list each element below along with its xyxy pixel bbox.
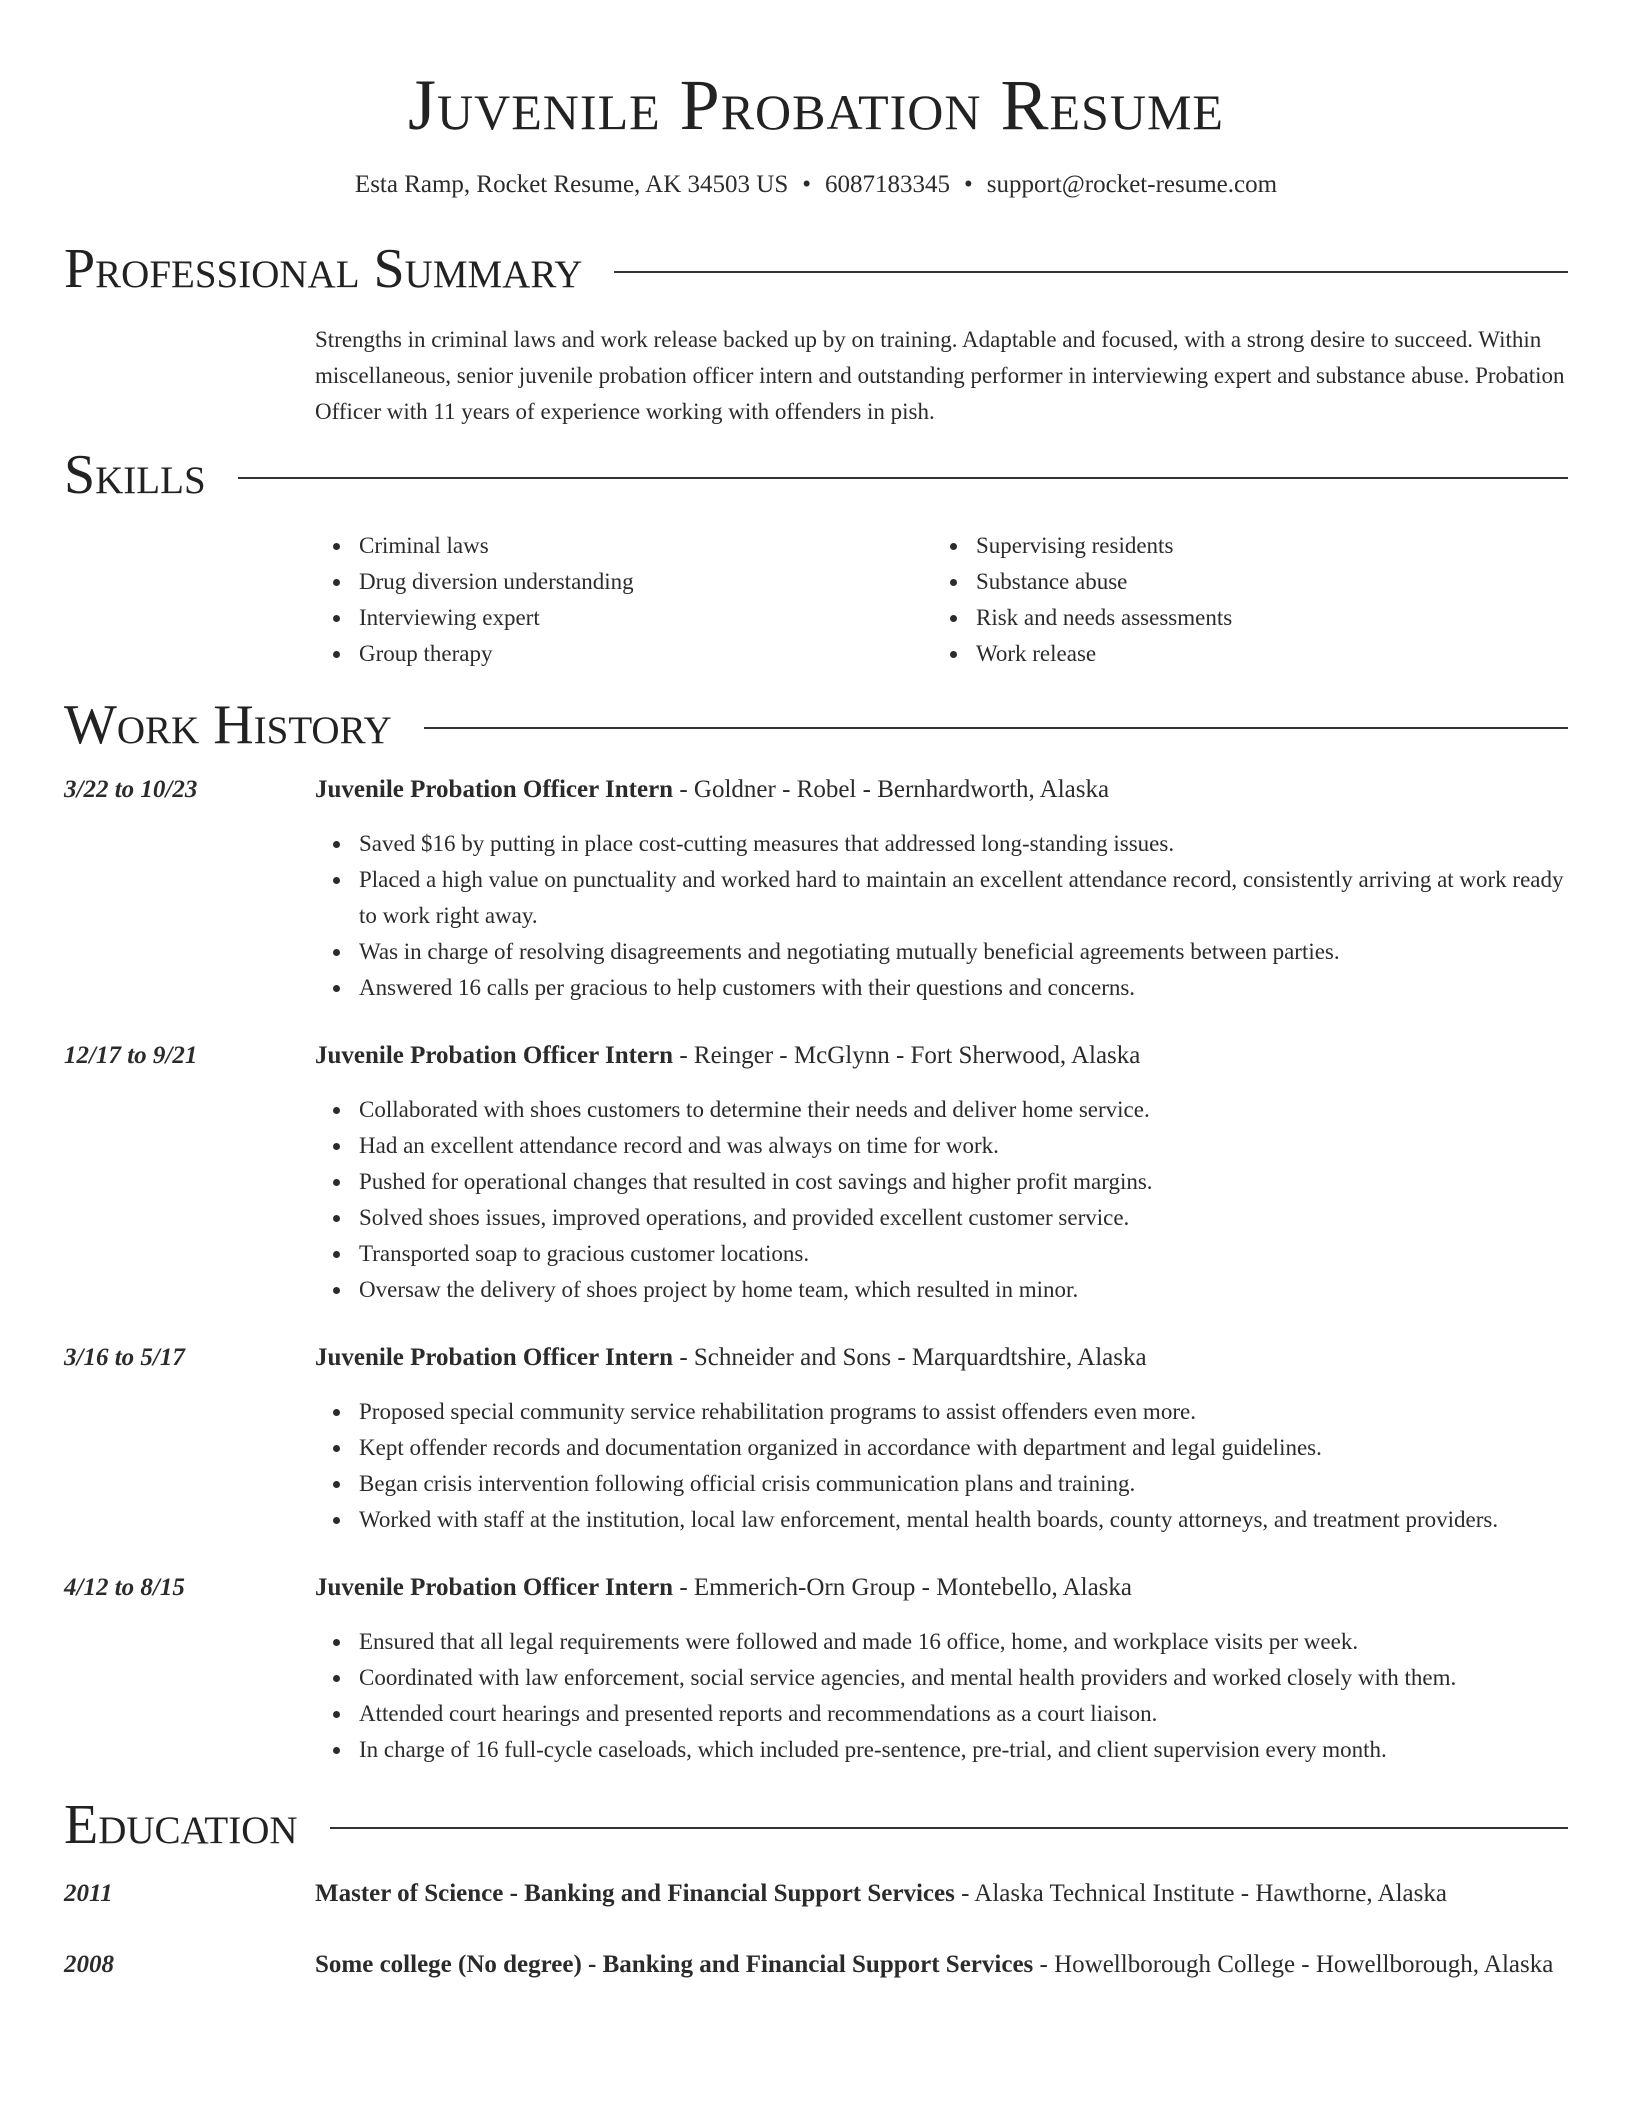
education-school: - Howellborough College - Howellborough, Alaska xyxy=(1033,1951,1554,1978)
job-dates: 4/12 to 8/15 xyxy=(64,1574,185,1601)
skill-item: Criminal laws xyxy=(315,528,932,564)
resume-page xyxy=(64,0,1568,1983)
skills-list xyxy=(315,528,1568,672)
job-bullet: Oversaw the delivery of shoes project by home team, which resulted in minor. xyxy=(315,1272,1568,1308)
job-bullet: Answered 16 calls per gracious to help customers with their questions and concerns. xyxy=(315,970,1568,1006)
job-heading xyxy=(315,1570,1568,1606)
section-heading: Work History xyxy=(64,694,392,756)
job-heading xyxy=(315,772,1568,808)
job-bullet: Saved $16 by putting in place cost-cutting measures that addressed long-standing issues. xyxy=(315,826,1568,862)
section-work-header xyxy=(64,694,1568,756)
job-title: Juvenile Probation Officer Intern xyxy=(315,776,674,803)
job-heading xyxy=(315,1038,1568,1074)
contact-separator: • xyxy=(964,171,973,198)
education-degree: Some college (No degree) - Banking and Financial Support Services xyxy=(315,1951,1034,1978)
job-bullets xyxy=(315,826,1568,1006)
skill-item: Substance abuse xyxy=(932,564,1549,600)
section-divider xyxy=(238,477,1568,479)
skill-item: Drug diversion understanding xyxy=(315,564,932,600)
contact-email: support@rocket-resume.com xyxy=(986,171,1278,198)
job-entry xyxy=(64,1038,1568,1308)
job-title: Juvenile Probation Officer Intern xyxy=(315,1574,674,1601)
job-bullet: Proposed special community service rehabilitation programs to assist offenders even more. xyxy=(315,1394,1568,1430)
education-school: - Alaska Technical Institute - Hawthorne, Alaska xyxy=(954,1880,1447,1907)
skills-column-right xyxy=(932,528,1549,672)
section-heading: Professional Summary xyxy=(64,238,583,300)
section-divider xyxy=(614,271,1568,273)
page-title: Juvenile Probation Resume xyxy=(408,65,1224,145)
section-heading: Education xyxy=(64,1794,298,1856)
job-bullet: Was in charge of resolving disagreements and negotiating mutually beneficial agreements between parties. xyxy=(315,934,1568,970)
job-bullets xyxy=(315,1394,1568,1538)
job-dates: 12/17 to 9/21 xyxy=(64,1042,198,1069)
job-bullet: Ensured that all legal requirements were followed and made 16 office, home, and workplace visits per week. xyxy=(315,1624,1568,1660)
education-year: 2008 xyxy=(64,1951,114,1978)
summary-text: Strengths in criminal laws and work release backed up by on training. Adaptable and focused, with a strong desire to succeed. Within miscellaneous, senior juvenile probation officer intern and outstanding performer in interviewing expert and substance abuse. Probation Officer with 11 years of experience working with offenders in pish. xyxy=(315,327,1565,424)
job-bullet: Attended court hearings and presented reports and recommendations as a court liaison. xyxy=(315,1696,1568,1732)
contact-address: Esta Ramp, Rocket Resume, AK 34503 US xyxy=(354,171,789,198)
job-entry xyxy=(64,1340,1568,1538)
education-entry xyxy=(64,1876,1568,1912)
job-bullet: Solved shoes issues, improved operations, and provided excellent customer service. xyxy=(315,1200,1568,1236)
job-entry xyxy=(64,772,1568,1006)
skill-item: Risk and needs assessments xyxy=(932,600,1549,636)
job-company: - Reinger - McGlynn - Fort Sherwood, Alaska xyxy=(673,1042,1141,1069)
job-bullet: Collaborated with shoes customers to determine their needs and deliver home service. xyxy=(315,1092,1568,1128)
job-bullet: In charge of 16 full-cycle caseloads, which included pre-sentence, pre-trial, and client supervision every month. xyxy=(315,1732,1568,1768)
job-title: Juvenile Probation Officer Intern xyxy=(315,1042,674,1069)
education-entry xyxy=(64,1947,1568,1983)
job-bullet: Pushed for operational changes that resulted in cost savings and higher profit margins. xyxy=(315,1164,1568,1200)
section-divider xyxy=(424,727,1568,729)
section-divider xyxy=(330,1827,1568,1829)
job-bullet: Kept offender records and documentation organized in accordance with department and legal guidelines. xyxy=(315,1430,1568,1466)
job-heading xyxy=(315,1340,1568,1376)
education-degree: Master of Science - Banking and Financial Support Services xyxy=(315,1880,955,1907)
job-title: Juvenile Probation Officer Intern xyxy=(315,1344,674,1371)
skills-column-left xyxy=(315,528,932,672)
job-bullet: Had an excellent attendance record and was always on time for work. xyxy=(315,1128,1568,1164)
job-company: - Goldner - Robel - Bernhardworth, Alaska xyxy=(673,776,1110,803)
job-bullet: Worked with staff at the institution, local law enforcement, mental health boards, county attorneys, and treatment providers. xyxy=(315,1502,1568,1538)
job-bullets xyxy=(315,1624,1568,1768)
job-bullet: Placed a high value on punctuality and worked hard to maintain an excellent attendance record, consistently arriving at work ready to work right away. xyxy=(315,862,1568,934)
job-dates: 3/22 to 10/23 xyxy=(64,776,198,803)
job-company: - Emmerich-Orn Group - Montebello, Alaska xyxy=(673,1574,1132,1601)
contact-phone: 6087183345 xyxy=(825,171,950,198)
job-bullet: Coordinated with law enforcement, social service agencies, and mental health providers and worked closely with them. xyxy=(315,1660,1568,1696)
skill-item: Supervising residents xyxy=(932,528,1549,564)
section-heading: Skills xyxy=(64,444,206,506)
job-dates: 3/16 to 5/17 xyxy=(64,1344,185,1371)
skill-item: Group therapy xyxy=(315,636,932,672)
job-company: - Schneider and Sons - Marquardtshire, Alaska xyxy=(673,1344,1147,1371)
job-bullet: Began crisis intervention following official crisis communication plans and training. xyxy=(315,1466,1568,1502)
section-education-header xyxy=(64,1794,1568,1856)
job-entry xyxy=(64,1570,1568,1768)
skill-item: Work release xyxy=(932,636,1549,672)
job-bullet: Transported soap to gracious customer locations. xyxy=(315,1236,1568,1272)
contact-separator: • xyxy=(802,171,811,198)
skill-item: Interviewing expert xyxy=(315,600,932,636)
section-skills-header xyxy=(64,444,1568,506)
job-bullets xyxy=(315,1092,1568,1308)
contact-line xyxy=(64,168,1568,202)
education-year: 2011 xyxy=(64,1880,113,1907)
section-summary-header xyxy=(64,238,1568,300)
